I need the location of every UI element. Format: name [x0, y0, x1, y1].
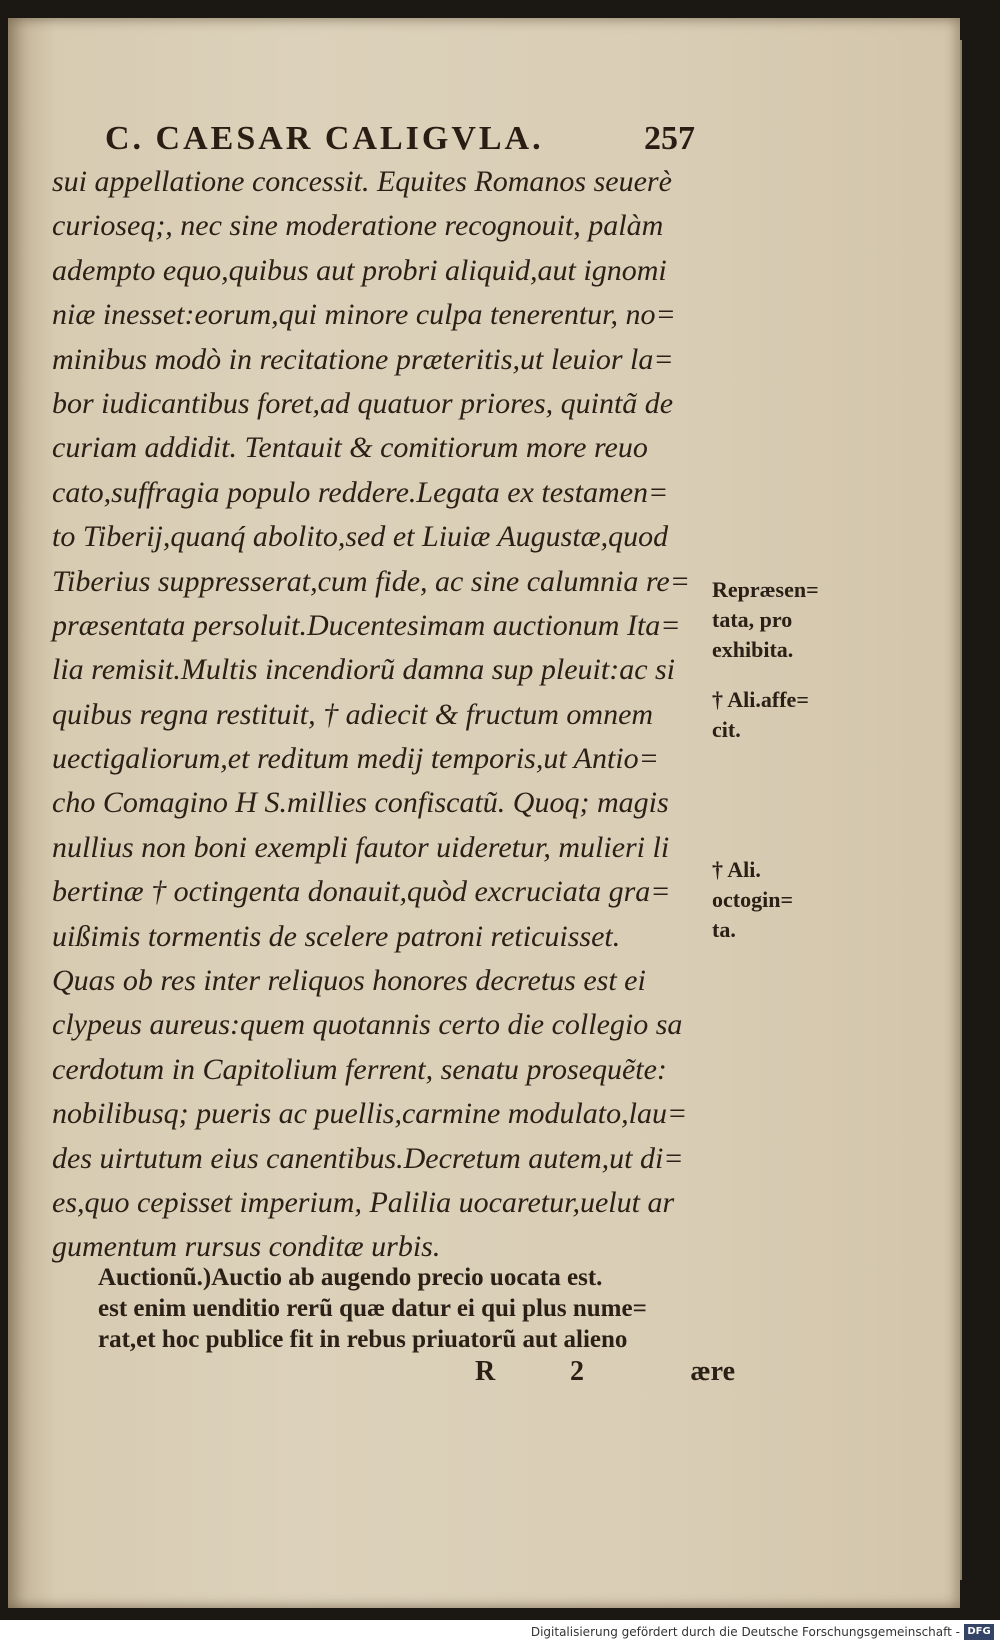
marginal-notes [712, 575, 852, 945]
text-line: Quas ob res inter reliquos honores decretus est ei [52, 964, 646, 998]
margin-note-line: ta. [712, 917, 736, 942]
text-line: curiam addidit. Tentauit & comitiorum more reuo [52, 431, 648, 465]
signature-line [475, 1356, 735, 1396]
dfg-logo-icon: DFG [964, 1624, 994, 1640]
text-line: bertinæ † octingenta donauit,quòd excruciata gra= [52, 875, 671, 909]
running-head [105, 120, 695, 164]
text-line: cho Comagino H S.millies confiscatũ. Quoq; magis [52, 786, 669, 820]
margin-note-line: † Ali.affe= [712, 687, 809, 712]
commentary-line: est enim uenditio rerũ quæ datur ei qui plus nume= [98, 1295, 647, 1322]
text-line: nullius non boni exempli fautor uideretur, mulieri li [52, 830, 670, 864]
margin-note-line: † Ali. [712, 857, 761, 882]
text-line: nobilibusq; pueris ac puellis,carmine modulato,lau= [52, 1097, 688, 1131]
text-line: Tiberius suppresserat,cum fide, ac sine calumnia re= [52, 564, 690, 598]
text-line: lia remisit.Multis incendiorũ damna sup pleuit:ac si [52, 653, 676, 687]
text-line: præsentata persoluit.Ducentesimam auctionum Ita= [52, 608, 681, 642]
margin-note-repraesentata [712, 575, 852, 665]
text-line: cato,suffragia populo reddere.Legata ex testamen= [52, 475, 669, 509]
commentary-line: Auctionũ.)Auctio ab augendo precio uocata est. [98, 1264, 603, 1291]
text-line: es,quo cepisset imperium, Palilia uocaretur,uelut ar [52, 1185, 675, 1219]
footer-credit: Digitalisierung gefördert durch die Deutsche Forschungsgemeinschaft - [530, 1625, 960, 1639]
text-line: gumentum rursus conditæ urbis. [52, 1230, 441, 1264]
margin-note-line: octogin= [712, 887, 793, 912]
signature-mark: R [475, 1356, 496, 1387]
commentary-block [98, 1262, 738, 1355]
page-number: 257 [644, 120, 695, 157]
margin-note-line: cit. [712, 717, 741, 742]
running-head-title: C. CAESAR CALIGVLA. [105, 120, 544, 157]
margin-note-line: Repræsen= [712, 577, 819, 602]
margin-note-line: exhibita. [712, 637, 794, 662]
text-line: minibus modò in recitatione præteritis,ut leuior la= [52, 342, 674, 376]
margin-note-afficit [712, 685, 852, 745]
signature-number: 2 [570, 1356, 584, 1387]
text-line: uectigaliorum,et reditum medij temporis,ut Antio= [52, 742, 659, 776]
main-text-block [52, 160, 732, 1270]
text-line: uißimis tormentis de scelere patroni reticuisset. [52, 919, 621, 953]
text-line: des uirtutum eius canentibus.Decretum autem,ut di= [52, 1141, 684, 1175]
text-line: to Tiberij,quanq́ abolito,sed et Liuiæ Augustæ,quod [52, 520, 669, 554]
commentary-line: rat,et hoc publice fit in rebus priuatorũ aut alieno [98, 1326, 628, 1353]
text-line: cerdotum in Capitolium ferrent, senatu prosequẽte: [52, 1052, 667, 1086]
margin-note-octoginta [712, 855, 852, 945]
text-line: adempto equo,quibus aut probri aliquid,aut ignomi [52, 253, 667, 287]
footer-bar [0, 1622, 1000, 1645]
text-line: bor iudicantibus foret,ad quatuor priores, quintã de [52, 386, 674, 420]
text-line: curioseq;, nec sine moderatione recognouit, palàm [52, 209, 664, 243]
margin-note-line: tata, pro [712, 607, 793, 632]
text-line: niæ inesset:eorum,qui minore culpa tenerentur, no= [52, 298, 676, 332]
text-line: clypeus aureus:quem quotannis certo die collegio sa [52, 1008, 683, 1042]
catchword: ære [690, 1356, 735, 1387]
text-line: quibus regna restituit, † adiecit & fructum omnem [52, 697, 654, 731]
text-line: sui appellatione concessit. Equites Romanos seuerè [52, 165, 672, 198]
